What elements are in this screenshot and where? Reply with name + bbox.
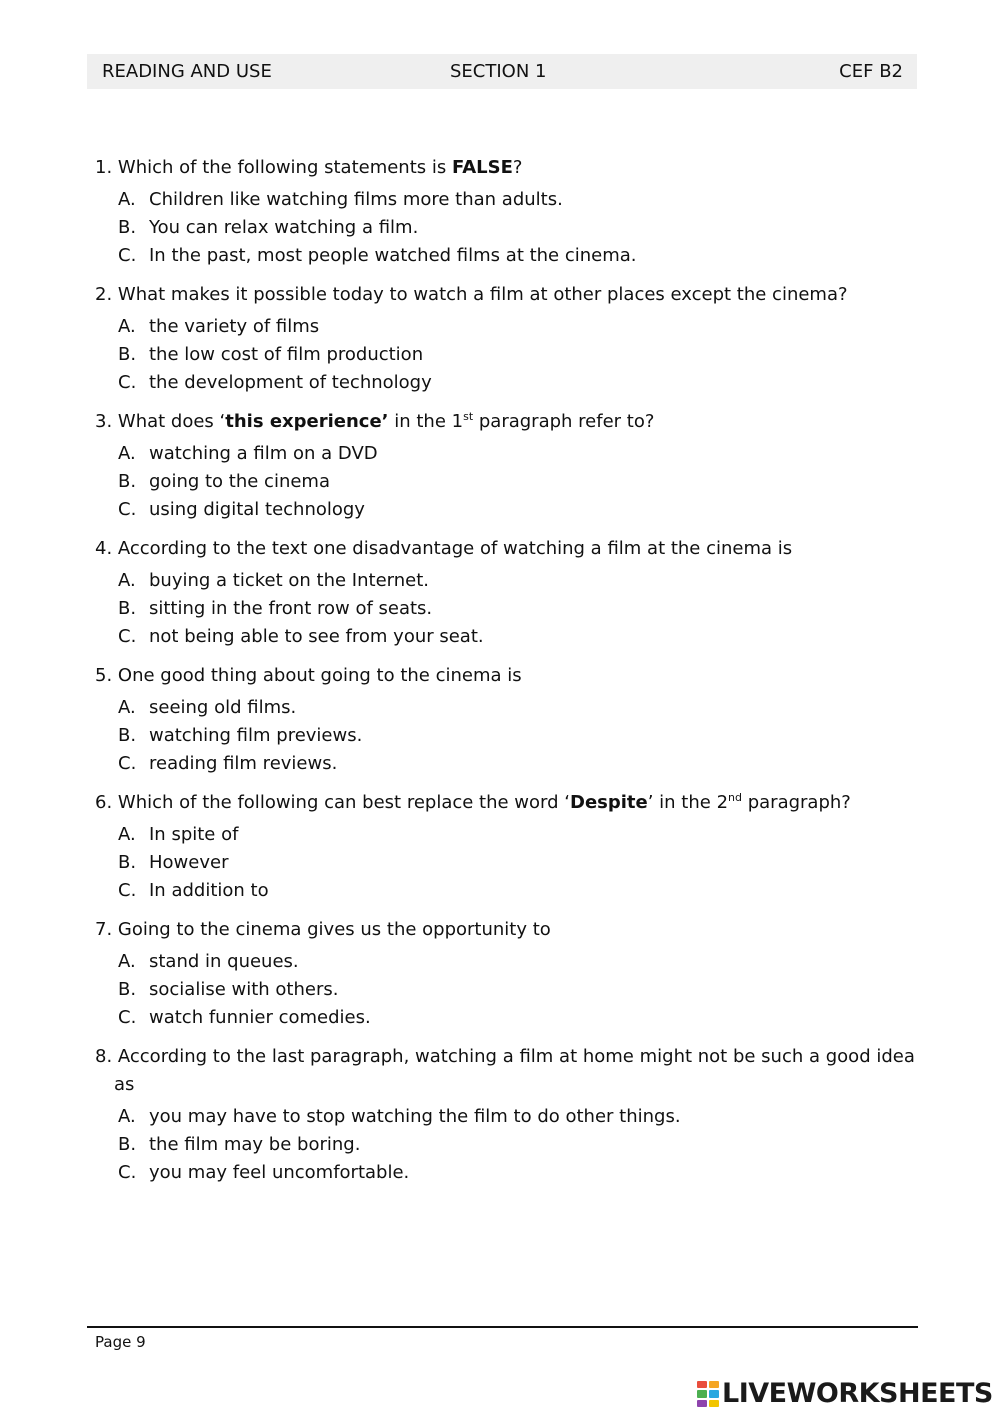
question-stem: 2. What makes it possible today to watch a film at other places except the cinema? bbox=[95, 284, 848, 305]
liveworksheets-logo bbox=[697, 1377, 993, 1411]
question-stem: 1. Which of the following statements is FALSE? bbox=[95, 157, 523, 178]
option-b: B. the film may be boring. bbox=[118, 1134, 361, 1155]
option-c: C. watch funnier comedies. bbox=[118, 1007, 371, 1028]
option-a: A. watching a film on a DVD bbox=[118, 443, 378, 464]
question-7 bbox=[95, 916, 915, 1032]
question-3 bbox=[95, 408, 915, 524]
page-header bbox=[87, 54, 917, 89]
option-a: A. buying a ticket on the Internet. bbox=[118, 570, 429, 591]
option-c: C. In the past, most people watched films at the cinema. bbox=[118, 245, 637, 266]
option-c: C. reading film reviews. bbox=[118, 753, 338, 774]
option-c: C. not being able to see from your seat. bbox=[118, 626, 484, 647]
question-stem: 4. According to the text one disadvantage of watching a film at the cinema is bbox=[95, 538, 793, 559]
question-stem: 5. One good thing about going to the cinema is bbox=[95, 665, 522, 686]
option-b: B. However bbox=[118, 852, 229, 873]
header-left: READING AND USE bbox=[102, 61, 272, 82]
option-a: A. Children like watching films more than adults. bbox=[118, 189, 563, 210]
question-2 bbox=[95, 281, 915, 397]
option-b: B. You can relax watching a film. bbox=[118, 217, 419, 238]
question-8 bbox=[95, 1043, 915, 1187]
option-c: C. In addition to bbox=[118, 880, 269, 901]
option-b: B. sitting in the front row of seats. bbox=[118, 598, 433, 619]
option-b: B. socialise with others. bbox=[118, 979, 339, 1000]
option-c: C. you may feel uncomfortable. bbox=[118, 1162, 410, 1183]
liveworksheets-logo-icon bbox=[697, 1381, 719, 1407]
option-a: A. you may have to stop watching the film to do other things. bbox=[118, 1106, 681, 1127]
option-b: B. the low cost of film production bbox=[118, 344, 424, 365]
header-center: SECTION 1 bbox=[450, 61, 547, 82]
option-c: C. the development of technology bbox=[118, 372, 432, 393]
header-right: CEF B2 bbox=[839, 61, 903, 82]
option-a: A. seeing old films. bbox=[118, 697, 297, 718]
question-list bbox=[95, 154, 915, 1198]
option-b: B. going to the cinema bbox=[118, 471, 330, 492]
option-b: B. watching film previews. bbox=[118, 725, 363, 746]
logo-text: LIVEWORKSHEETS bbox=[722, 1378, 993, 1409]
option-a: A. In spite of bbox=[118, 824, 239, 845]
footer-divider bbox=[87, 1326, 918, 1328]
question-stem: 6. Which of the following can best replace the word ‘Despite’ in the 2nd paragraph? bbox=[95, 791, 851, 813]
question-4 bbox=[95, 535, 915, 651]
question-stem: 3. What does ‘this experience’ in the 1st paragraph refer to? bbox=[95, 410, 655, 432]
option-a: A. the variety of films bbox=[118, 316, 320, 337]
question-stem: 8. According to the last paragraph, watching a film at home might not be such a good idea as bbox=[95, 1046, 915, 1095]
option-a: A. stand in queues. bbox=[118, 951, 299, 972]
page-number: Page 9 bbox=[95, 1333, 146, 1351]
question-6 bbox=[95, 789, 915, 905]
question-1 bbox=[95, 154, 915, 270]
question-stem: 7. Going to the cinema gives us the opportunity to bbox=[95, 919, 551, 940]
option-c: C. using digital technology bbox=[118, 499, 365, 520]
question-5 bbox=[95, 662, 915, 778]
